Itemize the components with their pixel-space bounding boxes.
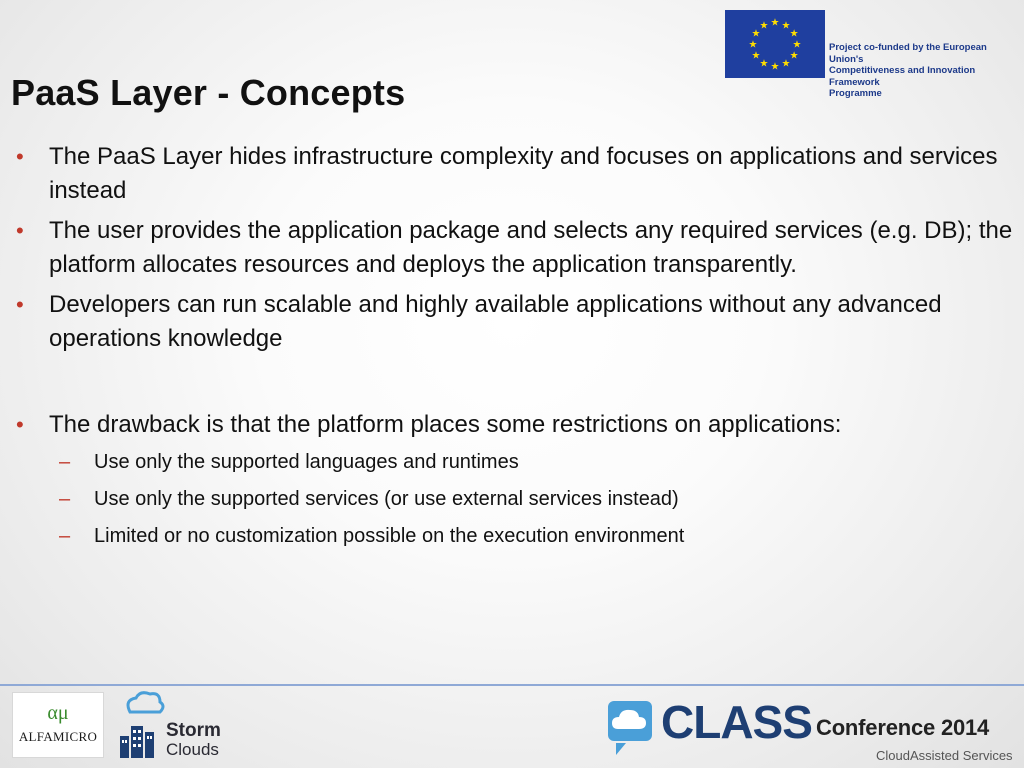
alfamicro-name: ALFAMICRO: [18, 729, 98, 744]
bullet-item: [16, 140, 1016, 208]
sub-bullet-item: [16, 485, 1016, 513]
bullet-marker: •: [16, 218, 24, 243]
bullet-marker: •: [16, 292, 24, 317]
eu-flag-icon: [725, 10, 825, 78]
sub-bullet-marker: –: [59, 525, 71, 547]
class-brand-text: CLASS: [661, 696, 812, 748]
eu-star-icon: ★: [789, 28, 799, 40]
eu-star-icon: ★: [792, 39, 802, 51]
footer-divider: [0, 684, 1024, 686]
eu-star-icon: ★: [759, 20, 769, 32]
conference-title: Conference 2014: [816, 715, 990, 740]
bullet-marker: •: [16, 144, 24, 169]
bullet-item: [16, 288, 1016, 356]
bullet-text: Developers can run scalable and highly available applications without any advanced operations knowledge: [49, 291, 942, 352]
bullet-item: [16, 408, 1016, 442]
eu-star-icon: ★: [781, 20, 791, 32]
sub-bullet-text: Use only the supported languages and runtimes: [94, 451, 519, 473]
stormclouds-word-clouds: Clouds: [166, 740, 219, 759]
bullet-text: The PaaS Layer hides infrastructure complexity and focuses on applications and services instead: [49, 143, 998, 204]
slide-content: [16, 140, 1016, 559]
sub-bullet-text: Use only the supported services (or use external services instead): [94, 488, 679, 510]
eu-star-icon: ★: [748, 39, 758, 51]
eu-star-icon: ★: [781, 58, 791, 70]
sub-bullet-marker: –: [59, 451, 71, 473]
eu-star-icon: ★: [770, 17, 780, 29]
sub-bullet-item: [16, 448, 1016, 476]
class-conference-logo: [606, 693, 1016, 767]
eu-star-icon: ★: [759, 58, 769, 70]
alfamicro-logo: [12, 692, 104, 758]
eu-star-icon: ★: [751, 50, 761, 62]
sub-bullet-item: [16, 522, 1016, 550]
sub-bullet-text: Limited or no customization possible on the execution environment: [94, 525, 685, 547]
class-tagline: CloudAssisted Services: [876, 748, 1013, 763]
eu-star-icon: ★: [751, 28, 761, 40]
alfamicro-symbol: αμ: [47, 702, 69, 724]
eu-funding-badge: [725, 10, 1015, 99]
page-title: PaaS Layer - Concepts: [11, 72, 406, 113]
bullet-text: The user provides the application package and selects any required services (e.g. DB); the platform allocates resources and deploys the application transparently.: [49, 217, 1013, 278]
stormclouds-building-icon: [116, 690, 168, 762]
class-cloud-icon: [606, 697, 656, 759]
bullet-item: [16, 214, 1016, 282]
eu-funding-text: Project co-funded by the European Union's Competitiveness and Innovation Framework Programme: [829, 42, 987, 99]
stormclouds-word-storm: Storm: [166, 720, 221, 741]
bullet-marker: •: [16, 412, 24, 437]
eu-star-icon: ★: [789, 50, 799, 62]
sub-bullet-marker: –: [59, 488, 71, 510]
stormclouds-logo: [116, 690, 236, 762]
bullet-text: The drawback is that the platform places some restrictions on applications:: [49, 411, 842, 438]
eu-star-icon: ★: [770, 61, 780, 73]
